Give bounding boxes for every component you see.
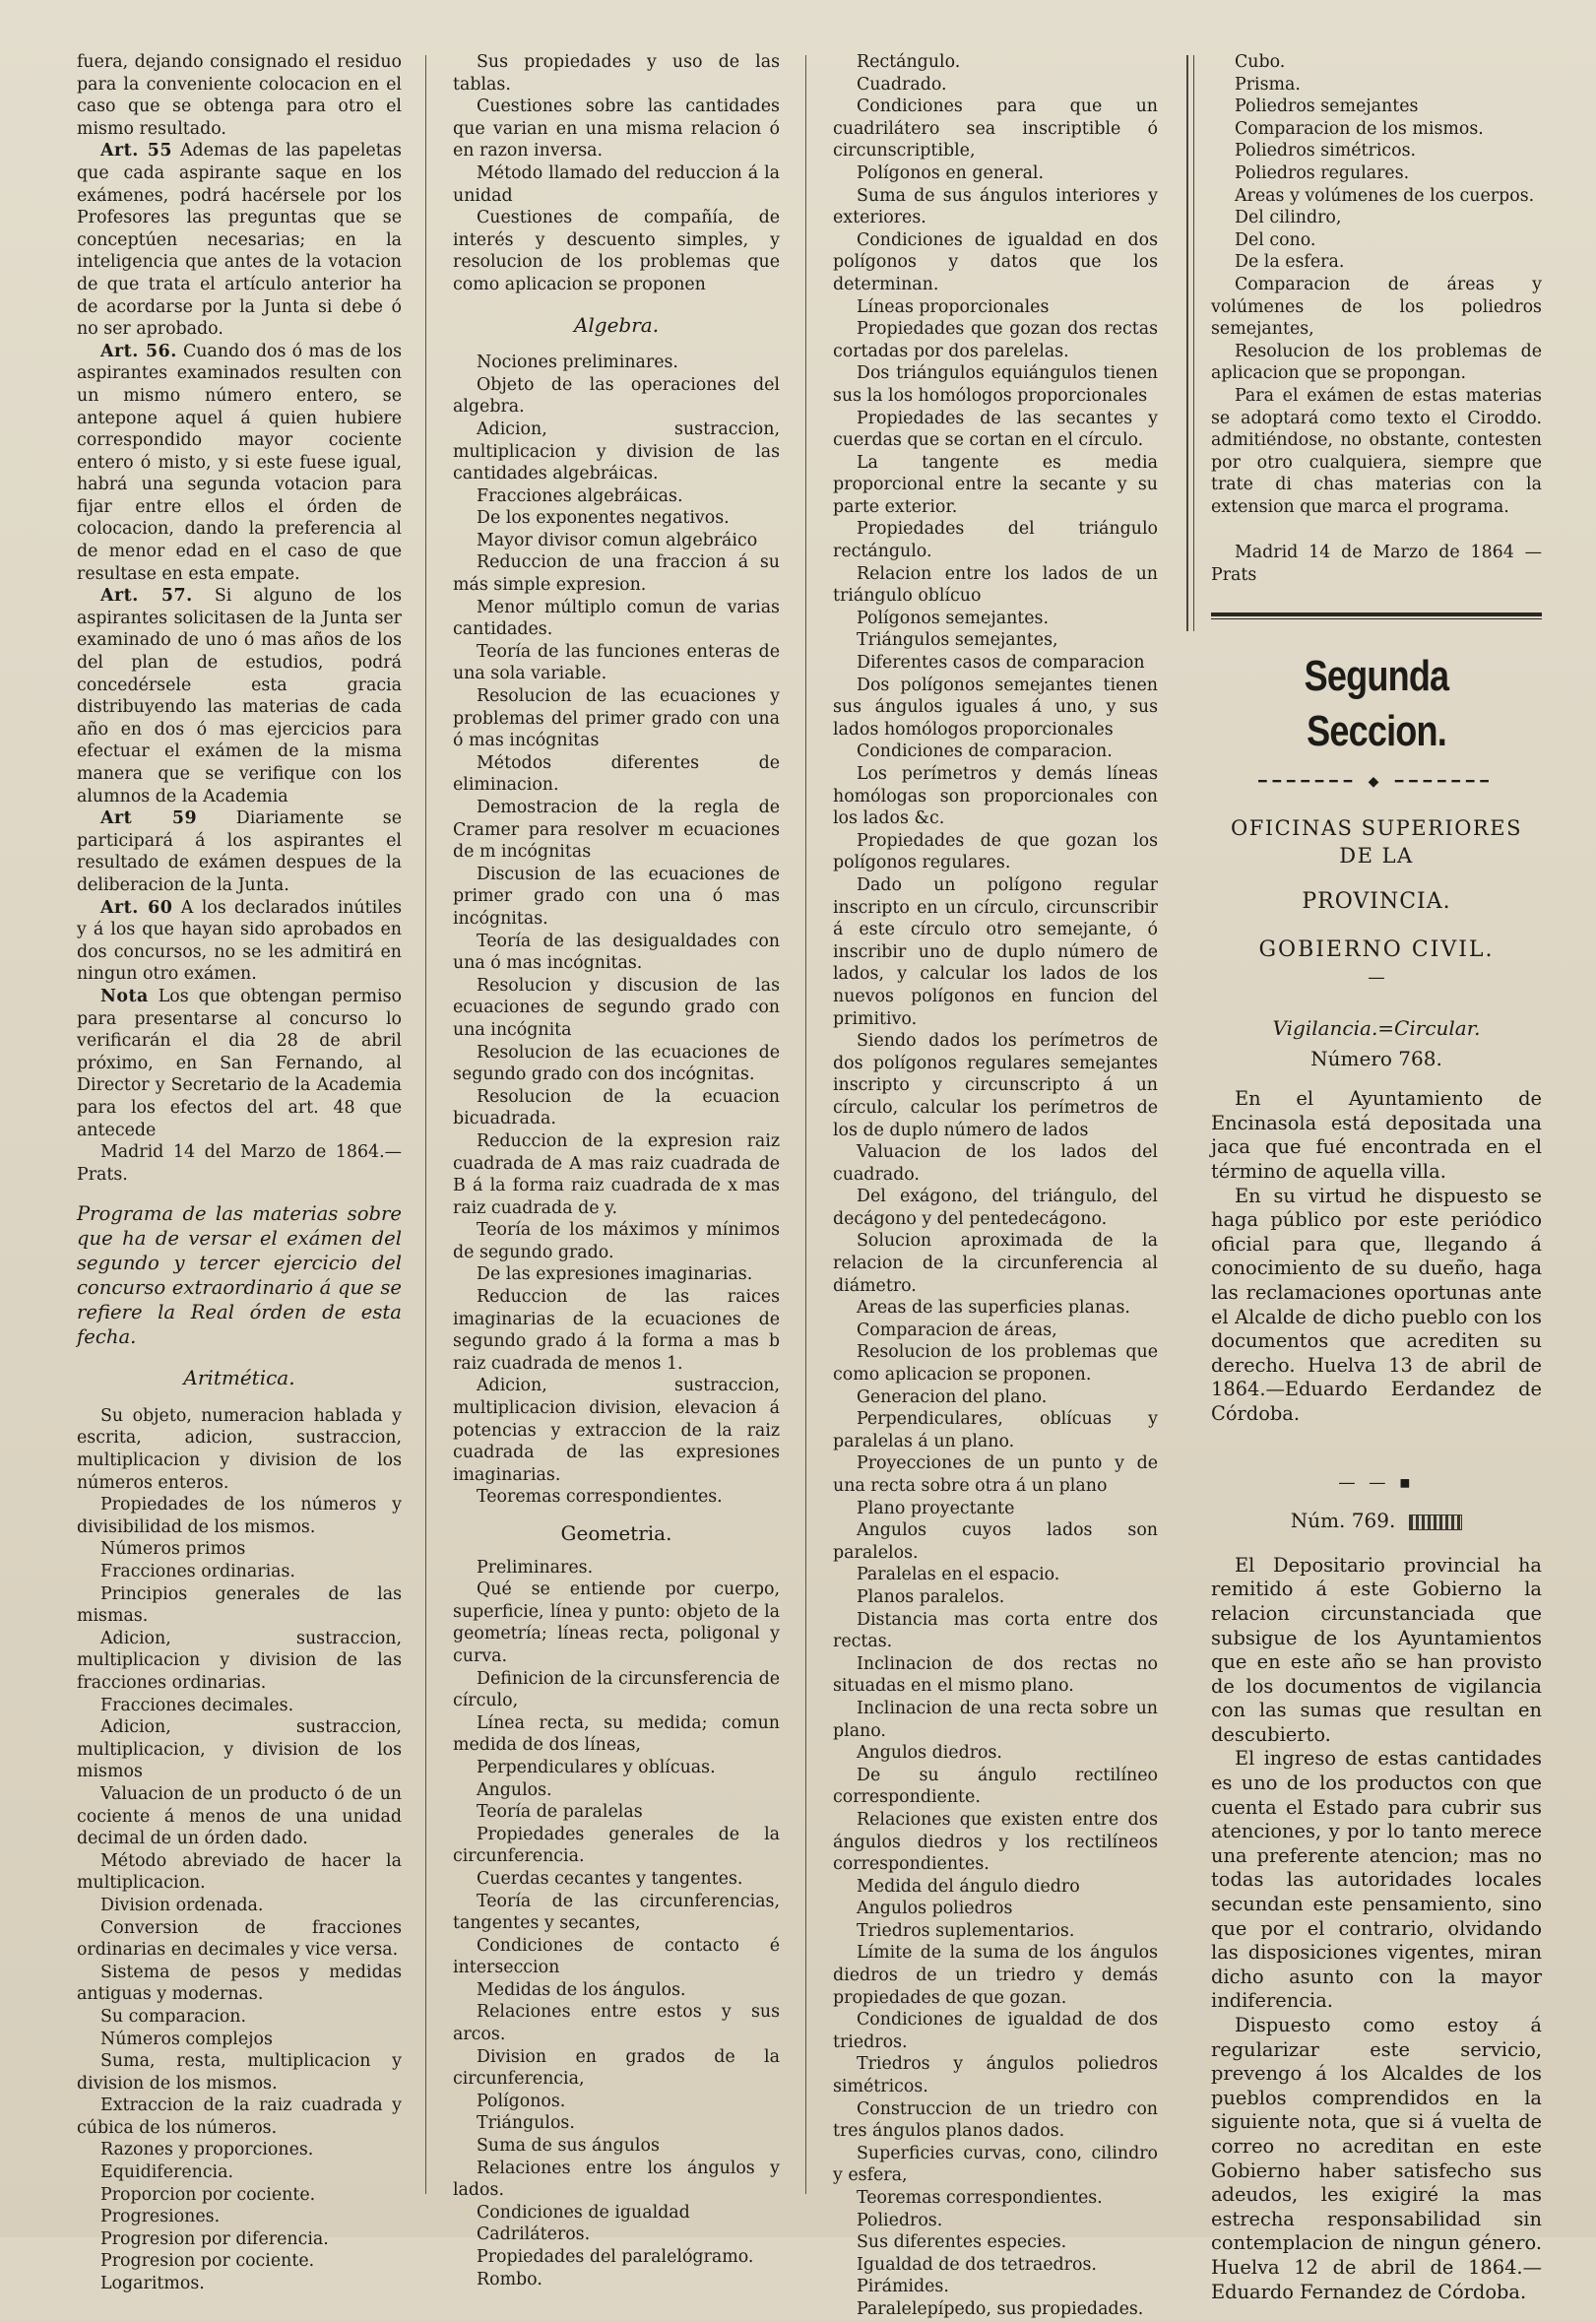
topic-item: Propiedades que gozan dos rectas cortadas por dos parelelas.	[833, 319, 1158, 361]
topic-item: De la esfera.	[1235, 252, 1345, 273]
topic-item: Siendo dados los perímetros de dos polígonos regulares semejantes inscripto y circunscripto á un círculo, calcular los perímetros de los de duplo número de lados	[833, 1031, 1158, 1140]
topic-item: Nociones preliminares.	[477, 353, 678, 373]
topic-item: Dos triángulos equiángulos tienen sus la los homólogos proporcionales	[833, 363, 1158, 406]
topic-list	[1211, 51, 1542, 385]
notice-type: Vigilancia.=Circular.	[1272, 1016, 1481, 1041]
topic-item: Menor múltiplo comun de varias cantidades.	[453, 597, 780, 640]
topic-item: Condiciones de comparacion.	[857, 741, 1113, 762]
topic-item: Propiedades del triángulo rectángulo.	[833, 519, 1158, 562]
topic-item: Equidiferencia.	[100, 2162, 234, 2183]
topic-item: Del cilindro,	[1235, 208, 1342, 228]
column-rule-double	[1186, 55, 1188, 631]
topic-item: Métodos diferentes de eliminacion.	[453, 752, 780, 796]
topic-item: Propiedades generales de la circunferencia.	[453, 1824, 780, 1867]
topic-item: Cadriláteros.	[477, 2224, 591, 2245]
topic-item: Logaritmos.	[100, 2274, 205, 2294]
topic-item: Demostracion de la regla de Cramer para resolver m ecuaciones de m incógnitas	[453, 798, 780, 863]
topic-item: Teoría de las funciones enteras de una sola variable.	[453, 641, 780, 684]
topic-item: Adicion, sustraccion, multiplicacion y division de las fracciones ordinarias.	[77, 1628, 402, 1693]
notice-body: El Depositario provincial ha remitido á este Gobierno la relacion circunstanciada que subsigue de los Ayuntamientos que en este año se han provisto de los documentos de vigilancia con las sumas que resultan en descubierto. El ingreso de estas cantidades es uno de los productos con que cuenta el Estado para cubrir sus atenciones, y por lo tanto merece una preferente atencion; mas no todas las autoridades locales secundan este pensamiento, sino que por el contrario, olvidando las disposiciones vigentes, miran dicho asunto con la mayor indiferencia. Dispuesto como estoy á regularizar este servicio, prevengo á los Alcaldes de los pueblos comprendidos en la siguiente nota, que si á vuelta de correo no acreditan en este Gobierno haber satisfecho sus adeudos, les exigiré la mas estrecha responsabilidad sin contemplacion de ningun género. Huelva 12 de abril de 1864.—Eduardo Fernandez de Córdoba.	[1211, 1553, 1542, 2303]
topic-item: Comparacion de áreas y volúmenes de los poliedros semejantes,	[1211, 274, 1542, 340]
paragraph: fuera, dejando consignado el residuo para la conveniente colocacion en el caso que se obtenga para otro el mismo resultado.	[77, 52, 402, 139]
topic-item: Relaciones que existen entre dos ángulos diedros y los rectilíneos correspondientes.	[833, 1809, 1158, 1875]
program-title: Programa de las materias sobre que ha de versar el exámen del segundo y tercer ejercicio del concurso extraordinario á que se refiere la Real órden de esta fecha.	[77, 1202, 402, 1349]
topic-item: Sus diferentes especies.	[857, 2232, 1067, 2253]
notice-number: Número 768.	[1310, 1046, 1442, 1070]
topic-item: Propiedades de las secantes y cuerdas que se cortan en el círculo.	[833, 408, 1158, 451]
topic-item: Mayor divisor comun algebráico	[477, 530, 758, 550]
topic-item: Suma de sus ángulos	[477, 2136, 660, 2157]
office-heading: GOBIERNO CIVIL.	[1258, 936, 1495, 962]
signature: Madrid 14 de Marzo de 1864 — Prats	[1211, 543, 1542, 586]
notice-number: Núm. 769.	[1211, 1510, 1542, 1532]
column-3	[833, 51, 1158, 2319]
topic-item: Progresion por cociente.	[100, 2251, 315, 2272]
topic-item: Perpendiculares, oblícuas y paralelas á un plano.	[833, 1409, 1158, 1451]
notice-body: En el Ayuntamiento de Encinasola está depositada una jaca que fué encontrada en el término de aquella villa. En su virtud he dispuesto se haga público por este periódico oficial para que, llegando á conocimiento de su dueño, haga las reclamaciones oportunas ante el Alcalde de dicho pueblo con los documentos que acrediten su derecho. Huelva 13 de abril de 1864.—Eduardo Eerdandez de Córdoba.	[1211, 1087, 1542, 1425]
topic-list	[77, 1405, 402, 2295]
topic-item: Adicion, sustraccion, multiplicacion y division de las cantidades algebráicas.	[453, 419, 780, 484]
column-rule-double	[1193, 55, 1194, 631]
topic-item: Reduccion de la expresion raiz cuadrada de A mas raiz cuadrada de B á la forma raiz cuadrada de x mas raiz cuadrada de y.	[453, 1130, 780, 1218]
signature: Madrid 14 del Marzo de 1864.— Prats.	[77, 1142, 402, 1185]
topic-item: Resolucion de los problemas de aplicacion que se propongan.	[1211, 341, 1542, 384]
topic-item: Angulos diedros.	[857, 1743, 1002, 1764]
topic-item: Triedros y ángulos poliedros simétricos.	[833, 2054, 1158, 2097]
topic-item: Perpendiculares y oblícuas.	[477, 1757, 716, 1777]
section-heading: Algebra.	[573, 312, 660, 337]
topic-item: Fracciones decimales.	[100, 1695, 294, 1715]
topic-item: Cubo.	[1235, 52, 1286, 72]
topic-item: Relaciones entre estos y sus arcos.	[453, 2002, 780, 2045]
topic-item: Dado un polígono regular inscripto en un círculo, circunscribir á este círculo otro semejante, ó inscribir uno de duplo número de lados, y calcular los lados de los nuevos polígonos en funcion del primitivo.	[833, 874, 1158, 1029]
divider: —	[1368, 968, 1385, 989]
topic-item: Límite de la suma de los ángulos diedros de un triedro y demás propiedades de que gozan.	[833, 1943, 1158, 2008]
topic-item: Los perímetros y demás líneas homólogas son proporcionales con los lados &c.	[833, 764, 1158, 829]
article-55: Art. 55 Ademas de las papeletas que cada aspirante saque en los exámenes, podrá hacérsele por los Profesores las preguntas que se conceptúen necesarias; en la inteligencia que antes de la votacion de que trata el artículo anterior ha de acordarse por la Junta si debe ó no ser aprobado.	[77, 141, 402, 340]
topic-item: Paralelepípedo, sus propiedades.	[857, 2298, 1144, 2319]
topic-item: Teoremas correspondientes.	[477, 1487, 723, 1508]
divider	[1211, 618, 1542, 619]
topic-item: La tangente es media proporcional entre la secante y su parte exterior.	[833, 452, 1158, 517]
topic-item: Triedros suplementarios.	[857, 1920, 1075, 1941]
topic-item: Medidas de los ángulos.	[477, 1979, 686, 2000]
topic-item: Inclinacion de una recta sobre un plano.	[833, 1698, 1158, 1741]
topic-item: Condiciones de contacto é interseccion	[453, 1935, 780, 1978]
topic-item: Distancia mas corta entre dos rectas.	[833, 1609, 1158, 1652]
column-2	[453, 51, 780, 2289]
article-59: Art 59 Diariamente se participará á los aspirantes el resultado de exámen despues de la deliberacion de la Junta.	[77, 808, 403, 895]
topic-item: Línea recta, su medida; comun medida de dos líneas,	[453, 1712, 780, 1756]
topic-item: Líneas proporcionales	[857, 296, 1050, 317]
topic-item: Superficies curvas, cono, cilindro y esfera,	[833, 2143, 1158, 2186]
topic-item: Resolucion de la ecuacion bicuadrada.	[453, 1086, 780, 1129]
topic-item: Su objeto, numeracion hablada y escrita, adicion, sustraccion, multiplicacion y division de los números enteros.	[77, 1405, 402, 1493]
topic-item: Propiedades de los números y divisibilidad de los mismos.	[77, 1495, 402, 1537]
topic-item: Polígonos.	[477, 2091, 566, 2111]
topic-item: Reduccion de las raices imaginarias de la ecuaciones de segundo grado á la forma a mas b raiz cuadrada de menos 1.	[453, 1287, 780, 1374]
topic-item: Discusion de las ecuaciones de primer grado con una ó mas incógnitas.	[453, 864, 780, 929]
topic-item: Definicion de la circunsferencia de círculo,	[453, 1668, 780, 1711]
topic-item: Su comparacion.	[100, 2006, 247, 2027]
topic-item: Poliedros.	[857, 2210, 943, 2230]
topic-item: Proyecciones de un punto y de una recta sobre otra á un plano	[833, 1453, 1158, 1496]
topic-item: Poliedros semejantes	[1235, 97, 1419, 117]
topic-item: Números primos	[100, 1539, 246, 1560]
topic-item: Suma, resta, multiplicacion y division de los mismos.	[77, 2051, 402, 2094]
topic-item: Extraccion de la raiz cuadrada y cúbica de los números.	[77, 2095, 402, 2138]
topic-item: Division en grados de la circunferencia,	[453, 2046, 780, 2090]
topic-item: Rombo.	[477, 2269, 543, 2289]
topic-item: Del cono.	[1235, 229, 1316, 250]
topic-item: Angulos poliedros	[857, 1899, 1013, 1919]
topic-item: Método llamado del reduccion á la unidad	[453, 162, 780, 206]
topic-item: Plano proyectante	[857, 1498, 1015, 1518]
section-title: Segunda Seccion.	[1304, 651, 1449, 755]
column-rule	[805, 55, 806, 2194]
topic-item: Pirámides.	[857, 2277, 949, 2297]
topic-item: Resolucion de los problemas que como aplicacion se proponen.	[833, 1342, 1158, 1386]
topic-item: Resolucion y discusion de las ecuaciones de segundo grado con una incógnita	[453, 975, 780, 1040]
topic-item: Polígonos semejantes.	[857, 608, 1050, 628]
topic-item: Areas y volúmenes de los cuerpos.	[1235, 185, 1535, 206]
topic-item: Paralelas en el espacio.	[857, 1565, 1060, 1585]
topic-item: Cuerdas cecantes y tangentes.	[477, 1868, 743, 1889]
topic-item: Progresiones.	[100, 2207, 221, 2227]
topic-item: Condiciones de igualdad en dos polígonos y datos que los determinan.	[833, 229, 1158, 294]
topic-item: Propiedades de que gozan los polígonos regulares.	[833, 830, 1158, 873]
paragraph: Para el exámen de estas materias se adoptará como texto el Ciroddo. admitiéndose, no obstante, contesten por otro cualquiera, siempre que trate di chas materias con la extension que marca el programa.	[1211, 385, 1542, 517]
column-1	[77, 51, 403, 2294]
topic-item: Reduccion de una fraccion á su más simple expresion.	[453, 552, 780, 596]
section-heading: Geometria.	[560, 1521, 672, 1545]
topic-item: Razones y proporciones.	[100, 2140, 314, 2160]
topic-item: Construccion de un triedro con tres ángulos planos dados.	[833, 2098, 1158, 2142]
topic-item: Números complejos	[100, 2029, 273, 2049]
column-4	[1211, 51, 1542, 2303]
topic-item: Adicion, sustraccion, multiplicacion division, elevacion á potencias y extraccion de la raiz cuadrada de las expresiones imaginarias.	[453, 1376, 780, 1485]
topic-item: De su ángulo rectilíneo correspondiente.	[833, 1765, 1158, 1808]
topic-item: Polígonos en general.	[857, 162, 1045, 183]
article-57: Art. 57. Si alguno de los aspirantes solicitasen de la Junta ser examinado de uno ó mas años de los del plan de estudios, podrá concedérsele esta gracia distribuyendo las materias de cada año en dos ó mas ejercicios para efectuar el exámen de la misma manera que se verifique con los alumnos de la Academia	[77, 586, 403, 806]
topic-item: Areas de las superficies planas.	[857, 1298, 1130, 1319]
topic-item: Solucion aproximada de la relacion de la circunferencia al diámetro.	[833, 1231, 1158, 1296]
topic-item: De las expresiones imaginarias.	[477, 1264, 753, 1285]
topic-item: Sistema de pesos y medidas antiguas y modernas.	[77, 1962, 402, 2005]
nota: Nota Los que obtengan permiso para presentarse al concurso lo verificarán el dia 28 de abril próximo, en San Fernando, al Director y Secretario de la Academia para los efectos del art. 48 que antecede	[77, 986, 402, 1140]
topic-item: Objeto de las operaciones del algebra.	[453, 374, 780, 418]
topic-list	[453, 51, 780, 296]
topic-item: Rectángulo.	[857, 52, 961, 72]
divider	[1211, 612, 1542, 616]
section-heading: Aritmética.	[183, 1366, 295, 1390]
topic-item: Proporcion por cociente.	[100, 2184, 316, 2205]
divider: — — ▪	[1338, 1472, 1415, 1493]
topic-item: Método abreviado de hacer la multiplicacion.	[77, 1850, 402, 1894]
topic-item: Poliedros simétricos.	[1235, 141, 1417, 161]
topic-item: Principios generales de las mismas.	[77, 1583, 402, 1627]
topic-item: Qué se entiende por cuerpo, superficie, línea y punto: objeto de la geometría; líneas recta, poligonal y curva.	[453, 1580, 780, 1666]
topic-list	[453, 1557, 780, 2291]
topic-item: Conversion de fracciones ordinarias en decimales y vice versa.	[77, 1917, 402, 1961]
topic-list	[833, 51, 1158, 2321]
topic-item: Triángulos semejantes,	[857, 630, 1058, 651]
topic-item: Cuadrado.	[857, 74, 947, 95]
office-heading: OFICINAS SUPERIORES DE LA	[1231, 816, 1522, 869]
topic-item: Angulos cuyos lados son paralelos.	[833, 1520, 1158, 1563]
topic-item: Igualdad de dos tetraedros.	[857, 2254, 1097, 2275]
topic-item: Relaciones entre los ángulos y lados.	[453, 2158, 780, 2201]
topic-item: De los exponentes negativos.	[477, 508, 730, 529]
topic-item: Diferentes casos de comparacion	[857, 653, 1145, 674]
topic-item: Dos polígonos semejantes tienen sus ángulos iguales á uno, y sus lados homólogos proporcionales	[833, 675, 1158, 740]
article-60: Art. 60 A los declarados inútiles y á los que hayan sido aprobados en dos concursos, no se les admitirá en ningun otro exámen.	[77, 897, 403, 985]
topic-item: Suma de sus ángulos interiores y exteriores.	[833, 185, 1158, 228]
topic-item: Inclinacion de dos rectas no situadas en el mismo plano.	[833, 1653, 1158, 1697]
topic-item: Triángulos.	[477, 2113, 575, 2134]
topic-item: Planos paralelos.	[857, 1586, 1005, 1607]
topic-item: Teoría de las desigualdades con una ó mas incógnitas.	[453, 931, 780, 974]
ornament-divider: ━━━━━━━ ◆ ━━━━━━━	[1258, 773, 1495, 790]
topic-item: Fracciones ordinarias.	[100, 1562, 295, 1582]
topic-item: Condiciones de igualdad de dos triedros.	[833, 2010, 1158, 2052]
topic-item: Medida del ángulo diedro	[857, 1876, 1080, 1897]
topic-item: Comparacion de los mismos.	[1235, 118, 1484, 139]
topic-item: Teoría de paralelas	[477, 1802, 643, 1823]
column-rule	[425, 55, 426, 2194]
topic-item: Teoría de los máximos y mínimos de segundo grado.	[453, 1220, 780, 1262]
topic-item: Poliedros regulares.	[1235, 162, 1410, 183]
topic-item: Del exágono, del triángulo, del decágono y del pentedecágono.	[833, 1187, 1158, 1229]
topic-item: Valuacion de los lados del cuadrado.	[833, 1142, 1158, 1185]
topic-item: Comparacion de áreas,	[857, 1320, 1057, 1340]
topic-item: Sus propiedades y uso de las tablas.	[453, 52, 780, 95]
topic-item: Fracciones algebráicas.	[477, 485, 683, 506]
topic-item: Resolucion de las ecuaciones de segundo grado con dos incógnitas.	[453, 1042, 780, 1085]
topic-item: Progresion por diferencia.	[100, 2228, 329, 2249]
topic-list	[453, 352, 780, 1509]
topic-item: Condiciones para que un cuadrilátero sea inscriptible ó circunscriptible,	[833, 97, 1158, 161]
topic-item: Division ordenada.	[100, 1895, 264, 1915]
office-heading: PROVINCIA.	[1302, 889, 1451, 915]
topic-item: Angulos.	[477, 1779, 552, 1800]
topic-item: Adicion, sustraccion, multiplicacion, y division de los mismos	[77, 1717, 402, 1782]
topic-item: Teoría de las circunferencias, tangentes y secantes,	[453, 1891, 780, 1934]
topic-item: Teoremas correspondientes.	[857, 2188, 1103, 2208]
stamp-mark	[1409, 1515, 1462, 1530]
topic-item: Relacion entre los lados de un triángulo oblícuo	[833, 563, 1158, 607]
topic-item: Condiciones de igualdad	[477, 2202, 690, 2223]
topic-item: Resolucion de las ecuaciones y problemas del primer grado con una ó mas incógnitas	[453, 686, 780, 751]
topic-item: Valuacion de un producto ó de un cociente á menos de una unidad decimal de un órden dado.	[77, 1783, 402, 1849]
topic-item: Generacion del plano.	[857, 1386, 1048, 1407]
topic-item: Cuestiones sobre las cantidades que varian en una misma relacion ó en razon inversa.	[453, 97, 780, 161]
topic-item: Preliminares.	[477, 1557, 594, 1578]
topic-item: Prisma.	[1235, 74, 1301, 95]
article-56: Art. 56. Cuando dos ó mas de los aspirantes examinados resulten con un mismo número entero, se antepone aquel á quien hubiere correspondido mayor cociente entero ó misto, y si este fuese igual, habrá una segunda votacion para fijar entre ellos el órden de colocacion, dando la preferencia al de menor edad en el caso de que resultase en esta empate.	[77, 341, 402, 584]
topic-item: Cuestiones de compañía, de interés y descuento simples, y resolucion de los problemas que como aplicacion se proponen	[453, 208, 780, 294]
topic-item: Propiedades del paralelógramo.	[477, 2247, 754, 2267]
